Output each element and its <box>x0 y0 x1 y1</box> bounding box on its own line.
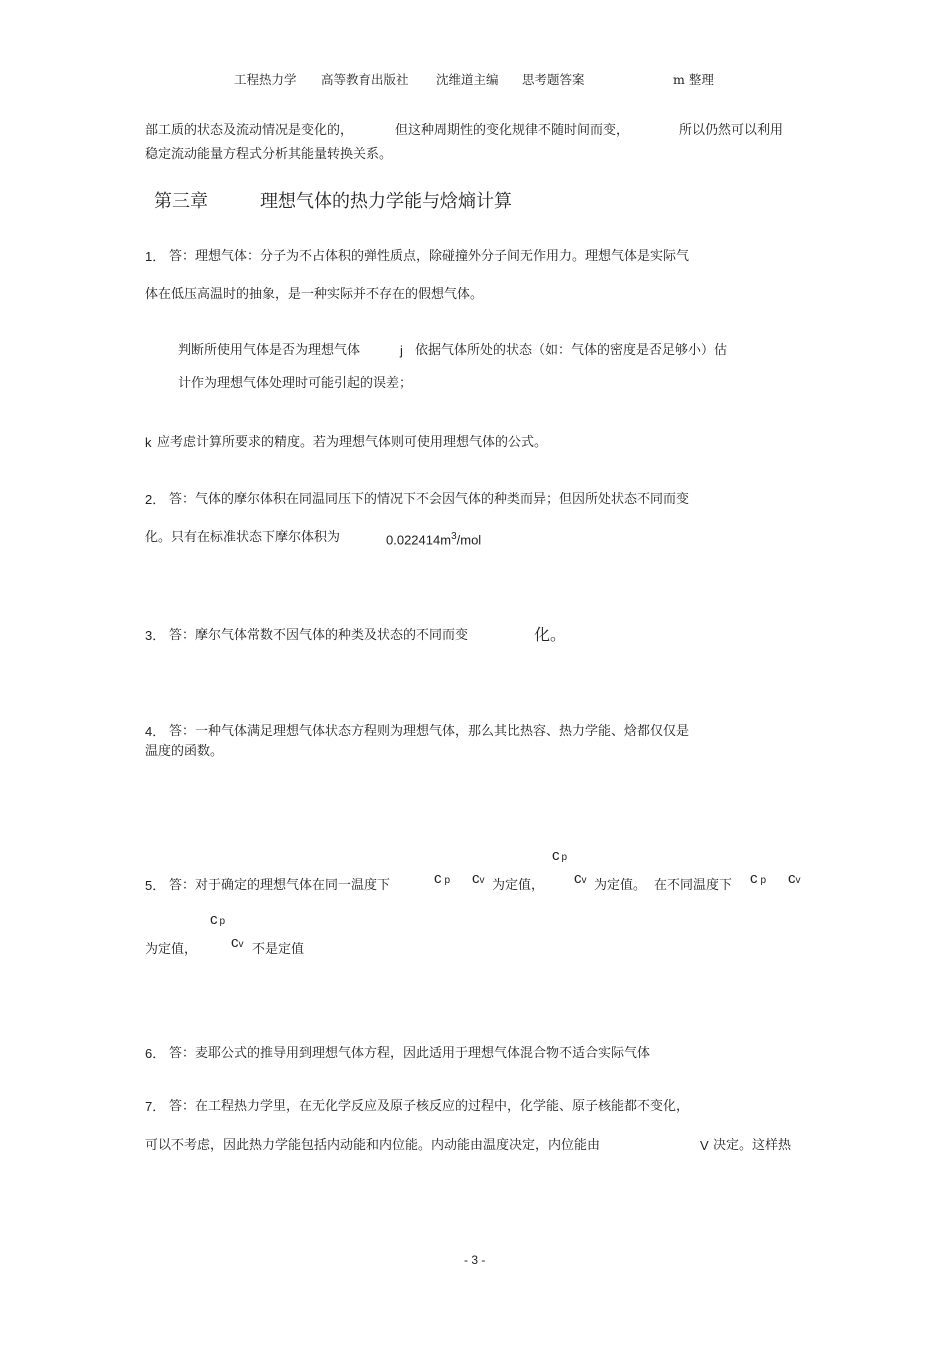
q7-line1: 答：在工程热力学里，在无化学反应及原子核反应的过程中，化学能、原子核能都不变化， <box>169 1099 690 1114</box>
q5-text6: 不是定值 <box>252 942 305 957</box>
q2-value: 0.022414m <box>386 532 452 548</box>
q5-p-subscript: p <box>561 852 568 863</box>
q1-line1: 答：理想气体：分子为不占体积的弹性质点，除碰撞外分子间无作用力。理想气体是实际气 <box>169 249 690 264</box>
q2-unit: /mol <box>456 532 482 548</box>
q5-number: 5． <box>145 878 166 893</box>
q4-number: 4． <box>145 724 166 739</box>
q1-number: 1． <box>145 249 166 264</box>
header-course: 工程热力学 <box>234 72 297 87</box>
q5-c-symbol: c <box>472 870 480 887</box>
q5-text4: 在不同温度下 <box>654 878 733 893</box>
q1-marker-j: j <box>400 343 403 358</box>
q5-ratio-cv-1 <box>574 871 587 886</box>
q1-marker-k: k <box>145 435 152 450</box>
q5-v-subscript: v <box>238 939 244 950</box>
q5-c-symbol: c <box>210 911 218 928</box>
q2-line1: 答：气体的摩尔体积在同温同压下的情况下不会因气体的种类而异；但因所处状态不同而变 <box>169 492 690 507</box>
header-editor: 沈维道主编 <box>436 72 499 87</box>
q5-v-subscript: v <box>581 875 587 886</box>
q5-text3: 为定值。 <box>594 878 647 893</box>
q2-line2: 化。只有在标准状态下摩尔体积为 <box>145 530 341 545</box>
q2-sup: 3 <box>451 531 457 542</box>
q7-line2a: 可以不考虑，因此热力学能包括内动能和内位能。内动能由温度决定，内位能由 <box>145 1138 601 1153</box>
header-doc-type: 思考题答案 <box>522 72 585 87</box>
intro-line1c: 所以仍然可以利用 <box>679 123 784 138</box>
q4-line2: 温度的函数。 <box>145 744 224 759</box>
q5-p-subscript: p <box>219 916 226 927</box>
q5-c-symbol: c <box>231 934 239 951</box>
q7-V: V <box>700 1138 709 1153</box>
q1-line5: 应考虑计算所要求的精度。若为理想气体则可使用理想气体的公式。 <box>157 435 548 450</box>
q5-ratio-cp-1 <box>552 848 567 863</box>
q5-ratio-cp-2 <box>210 912 225 927</box>
q5-text5: 为定值， <box>145 942 198 957</box>
q5-p-subscript: p <box>444 875 451 886</box>
q5-c-symbol: c <box>788 870 796 887</box>
q1-line2: 体在低压高温时的抽象，是一种实际并不存在的假想气体。 <box>145 287 484 302</box>
q1-line4: 计作为理想气体处理时可能引起的误差； <box>178 376 413 391</box>
q2-molar-volume <box>386 532 481 546</box>
header-compiler: m 整理 <box>673 72 714 87</box>
page-number: - 3 - <box>464 1253 486 1267</box>
chapter-number: 第三章 <box>154 191 208 212</box>
q3-text: 答：摩尔气体常数不因气体的种类及状态的不同而变 <box>169 628 469 643</box>
intro-line1a: 部工质的状态及流动情况是变化的， <box>145 123 354 138</box>
q7-number: 7． <box>145 1099 166 1114</box>
q6-text: 答：麦耶公式的推导用到理想气体方程，因此适用于理想气体混合物不适合实际气体 <box>169 1046 651 1061</box>
q5-c-symbol: c <box>434 870 442 887</box>
q5-text1: 答：对于确定的理想气体在同一温度下 <box>169 878 391 893</box>
q5-p-subscript: p <box>760 875 767 886</box>
chapter-title: 理想气体的热力学能与焓熵计算 <box>260 191 512 212</box>
q5-v-subscript: v <box>795 875 801 886</box>
q5-cv-2 <box>788 871 801 886</box>
q5-text2: 为定值， <box>492 878 545 893</box>
q5-v-subscript: v <box>479 875 485 886</box>
q1-line3b: 依据气体所处的状态（如：气体的密度是否足够小）估 <box>415 343 728 358</box>
q3-number: 3． <box>145 628 166 643</box>
q5-ratio-cv-2 <box>231 935 244 950</box>
intro-line1b: 但这种周期性的变化规律不随时间而变， <box>395 123 630 138</box>
q6-number: 6． <box>145 1046 166 1061</box>
q4-line1: 答：一种气体满足理想气体状态方程则为理想气体，那么其比热容、热力学能、焓都仅仅是 <box>169 724 690 739</box>
q7-line2b: 决定。这样热 <box>713 1138 792 1153</box>
header-publisher: 高等教育出版社 <box>321 72 409 87</box>
q3-tail: 化。 <box>534 625 567 644</box>
q5-cp-2 <box>750 871 766 886</box>
intro-line2: 稳定流动能量方程式分析其能量转换关系。 <box>145 147 393 162</box>
q2-number: 2． <box>145 492 166 507</box>
q5-cp-1 <box>434 871 450 886</box>
q1-line3a: 判断所使用气体是否为理想气体 <box>178 343 361 358</box>
q5-c-symbol: c <box>552 847 560 864</box>
q5-c-symbol: c <box>574 870 582 887</box>
q5-cv-1 <box>472 871 485 886</box>
q5-c-symbol: c <box>750 870 758 887</box>
